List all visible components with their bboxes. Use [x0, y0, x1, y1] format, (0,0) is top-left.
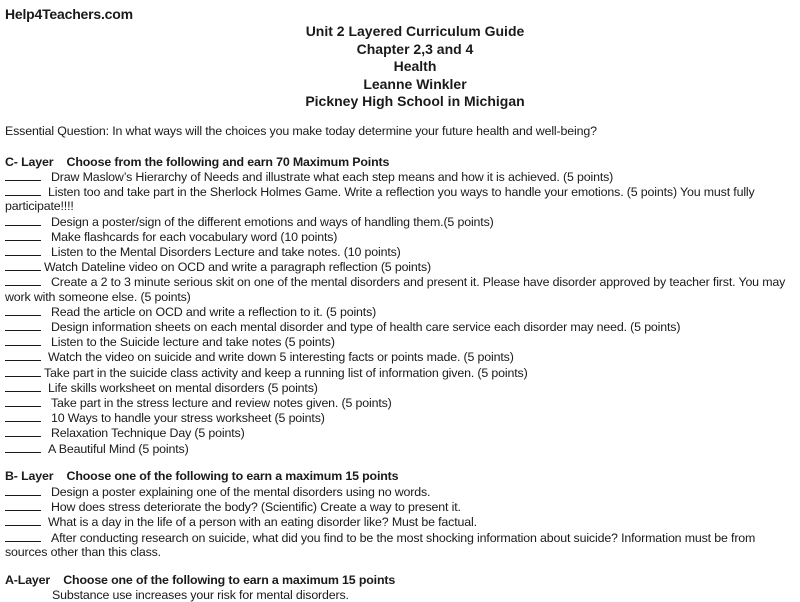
checkbox-blank[interactable]: [5, 229, 41, 241]
checkbox-blank[interactable]: [5, 530, 41, 542]
list-item: Make flashcards for each vocabulary word (10 points): [5, 229, 795, 244]
essential-question: Essential Question: In what ways will the choices you make today determine your future health and well-being?: [5, 124, 597, 138]
checkbox-blank[interactable]: [5, 484, 41, 496]
list-item: A Beautiful Mind (5 points): [5, 441, 795, 456]
b-layer-title: B- Layer Choose one of the following to earn a maximum 15 points: [5, 469, 399, 483]
list-item: Create a 2 to 3 minute serious skit on one of the mental disorders and present it. Please have disorder approved by teacher first. You may work with someone else. (5 points): [5, 275, 786, 304]
list-item: Take part in the suicide class activity and keep a running list of information given. (5 points): [5, 365, 795, 380]
checkbox-blank[interactable]: [5, 380, 41, 392]
subject: Health: [393, 58, 437, 74]
list-item: Watch the video on suicide and write down 5 interesting facts or points made. (5 points): [5, 349, 795, 364]
list-item: How does stress deteriorate the body? (Scientific) Create a way to present it.: [5, 499, 795, 514]
list-item: Life skills worksheet on mental disorders (5 points): [5, 380, 795, 395]
document-header: [0, 23, 800, 111]
list-item: Take part in the stress lecture and review notes given. (5 points): [5, 395, 795, 410]
list-item: Listen to the Mental Disorders Lecture and take notes. (10 points): [5, 244, 795, 259]
checkbox-blank[interactable]: [5, 214, 41, 226]
checkbox-blank[interactable]: [5, 349, 41, 361]
list-item: After conducting research on suicide, what did you find to be the most shocking information about suicide? Information must be from sources other than this class.: [5, 530, 756, 559]
checkbox-blank[interactable]: [5, 319, 41, 331]
checkbox-blank[interactable]: [5, 244, 41, 256]
b-layer-list: [5, 484, 795, 559]
c-layer-title: C- Layer Choose from the following and earn 70 Maximum Points: [5, 155, 390, 169]
checkbox-blank[interactable]: [5, 274, 41, 286]
author: Leanne Winkler: [363, 75, 467, 92]
list-item: Design a poster explaining one of the mental disorders using no words.: [5, 484, 795, 499]
list-item: Design a poster/sign of the different emotions and ways of handling them.(5 points): [5, 214, 795, 229]
checkbox-blank[interactable]: [5, 441, 41, 453]
list-item: Listen too and take part in the Sherlock Holmes Game. Write a reflection you ways to handle your emotions. (5 points) You must fully participate!!!!: [5, 185, 755, 214]
list-item: Listen to the Suicide lecture and take notes (5 points): [5, 334, 795, 349]
checkbox-blank[interactable]: [5, 259, 41, 271]
list-item: What is a day in the life of a person with an eating disorder like? Must be factual.: [5, 514, 795, 529]
checkbox-blank[interactable]: [5, 304, 41, 316]
list-item: Design information sheets on each mental disorder and type of health care service each disorder may need. (5 points): [5, 319, 795, 334]
a-layer-title: A-Layer Choose one of the following to earn a maximum 15 points: [5, 573, 396, 587]
chapter: Chapter 2,3 and 4: [356, 40, 474, 57]
list-item: Read the article on OCD and write a reflection to it. (5 points): [5, 304, 795, 319]
title: Unit 2 Layered Curriculum Guide: [305, 23, 525, 39]
list-item: Watch Dateline video on OCD and write a paragraph reflection (5 points): [5, 259, 795, 274]
list-item: Draw Maslow’s Hierarchy of Needs and illustrate what each step means and how it is achieved. (5 points): [5, 169, 795, 184]
checkbox-blank[interactable]: [5, 410, 41, 422]
checkbox-blank[interactable]: [5, 395, 41, 407]
list-item: Substance use increases your risk for mental disorders.: [52, 588, 349, 602]
checkbox-blank[interactable]: [5, 514, 41, 526]
checkbox-blank[interactable]: [5, 425, 41, 437]
list-item: Relaxation Technique Day (5 points): [5, 425, 795, 440]
checkbox-blank[interactable]: [5, 184, 41, 196]
school: Pickney High School in Michigan: [305, 93, 525, 109]
checkbox-blank[interactable]: [5, 334, 41, 346]
c-layer-list: [5, 169, 795, 456]
checkbox-blank[interactable]: [5, 499, 41, 511]
site-name: Help4Teachers.com: [5, 6, 133, 22]
checkbox-blank[interactable]: [5, 365, 41, 377]
checkbox-blank[interactable]: [5, 169, 41, 181]
list-item: 10 Ways to handle your stress worksheet (5 points): [5, 410, 795, 425]
